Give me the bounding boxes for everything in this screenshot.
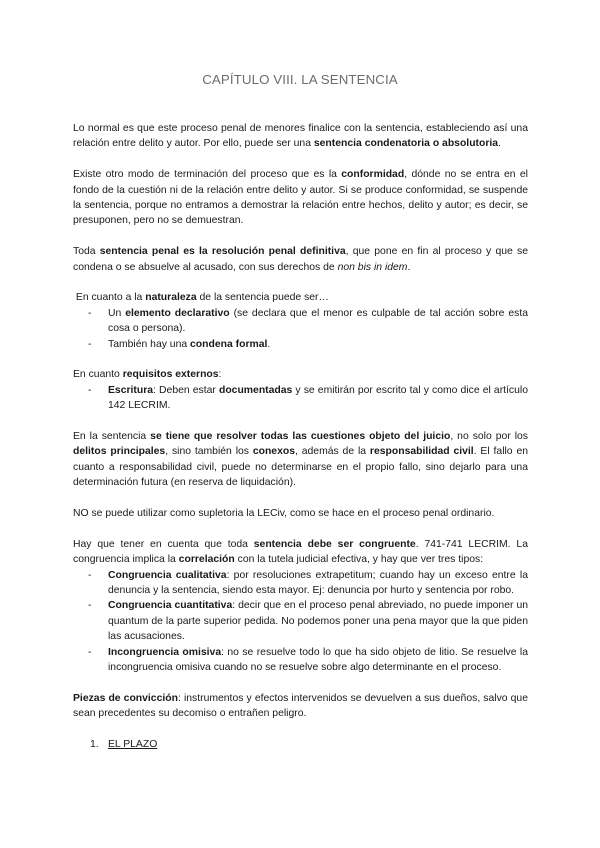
paragraph-requisitos xyxy=(73,367,528,382)
bold-text: conformidad xyxy=(341,169,405,181)
italic-text: non bis in idem xyxy=(337,261,408,273)
text: . 741-741 LECRIM. La congruencia implica la xyxy=(73,538,528,566)
requisitos-list xyxy=(73,383,528,414)
text: . El fallo en cuanto a responsabilidad civil, puede no determinarse en el propio fallo, sino dejarlo para una determinación futura (en reserva de liquidación). xyxy=(73,446,529,489)
bold-text: responsabilidad civil xyxy=(369,446,474,458)
bold-text: Piezas de convicción xyxy=(73,692,178,704)
text: : decir que en el proceso penal abreviado, no puede imponer un quantum de la parte superior pedida. No podemos poner una pena mayor que la que piden las acusaciones. xyxy=(108,600,529,643)
text: Toda xyxy=(73,246,100,258)
text: : Deben estar xyxy=(153,384,219,396)
text: con la tutela judicial efectiva, y hay que ver tres tipos: xyxy=(234,554,484,566)
bold-text: naturaleza xyxy=(145,292,197,304)
text: Hay que tener en cuenta que toda xyxy=(73,538,254,550)
bold-text: condena formal xyxy=(190,338,268,350)
text: , sino también los xyxy=(165,446,253,458)
page-title: CAPÍTULO VIII. LA SENTENCIA xyxy=(202,72,398,87)
bold-text: documentadas xyxy=(218,384,293,396)
bold-text: requisitos externos xyxy=(122,369,219,381)
document-body xyxy=(73,121,528,753)
congruencia-list xyxy=(73,568,528,676)
bold-text: conexos xyxy=(252,446,295,458)
list-item xyxy=(73,568,528,599)
naturaleza-list xyxy=(73,306,528,352)
text: . xyxy=(498,138,501,150)
bold-text: Incongruencia omisiva xyxy=(108,646,222,658)
text: y se emitirán por escrito tal y como dice el artículo 142 LECRIM. xyxy=(108,384,528,412)
paragraph-piezas xyxy=(73,691,528,722)
paragraph-congruencia xyxy=(73,537,528,568)
bold-text: se tiene que resolver todas las cuestiones objeto del juicio xyxy=(150,431,451,443)
list-item xyxy=(73,598,528,644)
bold-text: sentencia condenatoria o absolutoria xyxy=(313,138,499,150)
paragraph-conformidad xyxy=(73,167,528,229)
text: (se declara que el menor es culpable de tal acción sobre esta cosa o persona). xyxy=(108,307,529,335)
text: de la sentencia puede ser… xyxy=(196,292,329,304)
text: . xyxy=(267,338,271,350)
bold-text: sentencia debe ser congruente xyxy=(253,538,416,550)
bold-text: sentencia penal es la resolución penal definitiva xyxy=(99,246,346,258)
section-label: EL PLAZO xyxy=(108,739,158,751)
bold-text: delitos principales xyxy=(73,446,166,458)
bold-text: Congruencia cualitativa xyxy=(108,569,227,581)
paragraph-naturaleza xyxy=(73,290,528,305)
text: En cuanto xyxy=(73,369,123,381)
text: : no se resuelve todo lo que ha sido objeto de litio. Se resuelve la incongruencia omisiva cuando no se resuelve sobre algo determinante en el proceso. xyxy=(108,646,528,674)
list-item xyxy=(73,645,528,676)
text: Existe otro modo de terminación del proceso que es la xyxy=(73,169,342,181)
paragraph-sentencia-penal xyxy=(73,244,528,275)
section-number: 1. xyxy=(90,739,99,751)
text: Lo normal es que este proceso penal de menores finalice con la sentencia, estableciendo así una relación entre delito y autor. Por ello, puede ser una xyxy=(73,123,528,150)
bold-text: elemento declarativo xyxy=(125,307,230,319)
text: En cuanto a la xyxy=(73,292,146,304)
text: , además de la xyxy=(294,446,370,458)
text: . xyxy=(407,261,411,273)
text: Un xyxy=(108,307,126,319)
text: : por resoluciones extrapetitum; cuando hay un exceso entre la denuncia y la sentencia, siendo esta mayor. Ej: denuncia por hurto y sentencia por robo. xyxy=(108,569,528,597)
text: : xyxy=(218,369,222,381)
bold-text: Congruencia cuantitativa xyxy=(108,600,233,612)
paragraph-leciv: NO se puede utilizar como supletoria la LECiv, como se hace en el proceso penal ordinario. xyxy=(73,508,495,520)
text: , que pone en fin al proceso y que se condena o se absuelve al acusado, con sus derechos de xyxy=(73,246,528,273)
text: , no solo por los xyxy=(450,431,528,443)
paragraph-intro xyxy=(73,121,528,152)
text: : instrumentos y efectos intervenidos se devuelven a sus dueños, salvo que sean precedentes su decomiso o entrañen peligro. xyxy=(73,692,528,720)
section-heading xyxy=(73,737,528,752)
bold-text: Escritura xyxy=(108,384,154,396)
text: , dónde no se entra en el fondo de la cuestión ni de la relación entre delito y autor. Si se produce conformidad, se suspende la sentencia, porque no entramos a demostrar la relación entre hechos, delito y autor; es decir, se presuponen, pero no se demuestran. xyxy=(73,169,528,227)
bold-text: correlación xyxy=(178,554,235,566)
list-item xyxy=(73,383,528,414)
text: También hay una xyxy=(108,338,191,350)
paragraph-cuestiones xyxy=(73,429,528,491)
list-item xyxy=(73,337,528,352)
text: En la sentencia xyxy=(73,431,151,443)
list-item xyxy=(73,306,528,337)
